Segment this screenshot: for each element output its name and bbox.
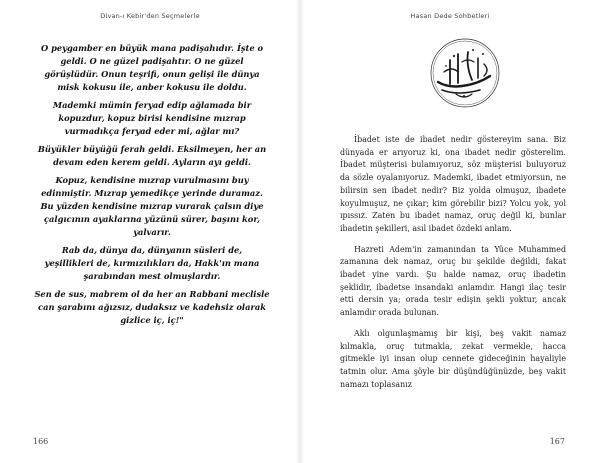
left-page-number: 166 — [33, 437, 49, 446]
left-running-head: Divan-ı Kebir'den Seçmelerle — [100, 12, 200, 20]
poem-line: çalgıcının ayaklarına yüzünü sürer, başını kor, — [44, 214, 260, 224]
poem-line: kopuzdur, kopuz birisi kendisine mızrap — [58, 113, 246, 123]
poem-line: devam eden kerem geldi. Ayların ayı geldi. — [53, 157, 251, 167]
poem-stanza — [24, 288, 280, 327]
poem-stanza — [24, 174, 280, 239]
prose-text — [340, 134, 566, 399]
poem-line: vurmadıkça feryad eder mi, ağlar mı? — [64, 126, 240, 136]
poem-line: misk kokusu ile, anber kokusu ile doldu. — [57, 82, 247, 92]
prose-paragraph: Hazreti Adem'in zamanından ta Yüce Muhammed zamanına dek namaz, oruç bu şekilde değildi, fakat ibadet yine vardı. Şu halde namaz, oruç ibadetin şeklidir, ibadetse insandaki anlamdır. Hangi ilaç tesir etti dersin ya; orada tesir edişin şekli yoktur, ancak anlamdır orada bulunan. — [340, 244, 566, 318]
prose-paragraph: Aklı olgunlaşmamış bir kişi, beş vakit namaz kılmakla, oruç tutmakla, zekat vermekle, hacca gitmekle iyi insan olup cennete gideceğinin hayaliyle tatmin olur. Ama şöyle bir düşündüğünüzde, beş vakit namazı toplasanız — [340, 328, 566, 389]
poem-line: Sen de sus, mabrem ol da her an Rabbani meclisle — [34, 289, 270, 299]
right-running-head: Hasan Dede Sohbetleri — [410, 12, 490, 20]
poem-stanza — [24, 42, 280, 94]
prose-paragraph: İbadet iste de ibadet nedir göstereyim sana. Biz dünyada er arıyoruz ki, ona ibadet nedir gösterelim. İbadet müşterisi bulamıyoruz, söz müşterisi buluyoruz da sözle oyalanıyoruz. Mademki, ibadet etmiyorsun, ne bilirsin sen ibadet nedir? Biz yolda olmuşuz, ibadete koyulmuşuz, ne çıkar; kim görebilir bizi? Yolcu yok, yol ıpıssız. Zaten bu ibadet namaz, oruç değil ki, bunlar ibadetin şekilleri, asıl ibadet özdeki anlam. — [340, 135, 566, 233]
poem-line: görüşlüdür. Onun teşrifi, onun gelişi ile dünya — [44, 69, 260, 79]
poem-line: Bu yüzden kendisine mızrap vurarak çalsın diye — [40, 201, 264, 211]
right-page-number: 167 — [549, 437, 565, 446]
poem-line: Kopuz, kendisine mızrap vurulmasını buy — [55, 175, 249, 185]
poem-line: yeşillikleri de, kırmızılıkları da, Hakk'ın mana — [44, 258, 260, 268]
poem-line: Mademki mümin feryad edip ağlamada bir — [52, 100, 252, 110]
poem-stanza — [24, 244, 280, 283]
poem-line: edinmiştir. Mızrap yemedikçe yerinde duramaz. — [41, 188, 263, 198]
poem-line: yalvarır. — [133, 227, 171, 237]
poem-line: Büyükler büyüğü ferah geldi. Eksilmeyen, her an — [37, 144, 267, 154]
poem — [24, 42, 280, 332]
poem-line: şarabından mest olmuşlardır. — [83, 271, 221, 281]
poem-line: O peygamber en büyük mana padişahıdır. İşte o — [40, 43, 264, 53]
arabic-calligraphy-roundel-icon — [428, 36, 502, 110]
poem-stanza — [24, 143, 280, 169]
poem-line: can şarabını ağızsız, dudaksız ve kadehsiz olarak — [38, 302, 266, 312]
poem-line: Rab da, dünya da, dünyanın süsleri de, — [61, 245, 243, 255]
poem-line: geldi. O ne güzel padişahtır. O ne güzel — [60, 56, 244, 66]
poem-line: gizlice iç, iç!" — [120, 315, 184, 325]
poem-stanza — [24, 99, 280, 138]
right-page — [300, 0, 600, 463]
